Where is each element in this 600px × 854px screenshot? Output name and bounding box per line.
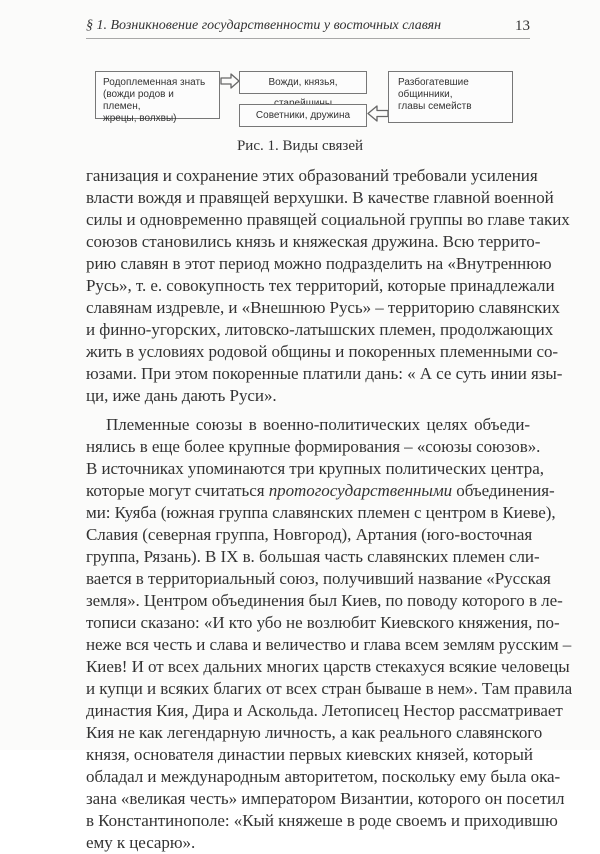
text-line: группа, Рязань). В IX в. большая часть славянских племен сли- (86, 547, 540, 566)
text-line: власти вождя и правящей верхушки. В качестве главной военной (86, 188, 554, 207)
left-arrow-icon (367, 105, 389, 122)
text-line: Племенные союзы в военно-политических целях объеди- (106, 415, 530, 434)
emphasized-term: протогосударственными (268, 481, 453, 500)
text-line: ему к цесарю». (86, 833, 196, 852)
text-line: Кия не как легендарную личность, а как реального славянского (86, 723, 543, 742)
text-line: юзами. При этом покоренные платили дань: « А се суть инии язы- (86, 364, 563, 383)
text-line-with-emphasis (86, 480, 555, 502)
text-line: князя, основателя династии первых киевских князей, который (86, 745, 533, 764)
tribal-nobility-box: Родоплеменная знать (вожди родов и племен, жрецы, волхвы) (95, 71, 220, 119)
text-line: ганизация и сохранение этих образований требовали усиления (86, 166, 538, 185)
leaders-box: Вожди, князья, (239, 71, 367, 94)
text-line: вается в территориальный союз, получивший название «Русская (86, 569, 551, 588)
chapter-title: § 1. Возникновение государственности у восточных славян (86, 18, 442, 33)
text-line: ми: Куяба (южная группа славянских племен с центром в Киеве), (86, 503, 556, 522)
text-line: тописи сказано: «И кто убо не возлюбит Киевского княжения, по- (86, 613, 560, 632)
text-line: обладал и международным авторитетом, поскольку ему была ока- (86, 767, 561, 786)
main-text (86, 165, 573, 854)
paragraph-spacing (86, 407, 530, 414)
text-line: Славия (северная группа, Новгород), Артания (юго-восточная (86, 525, 533, 544)
text-line: династия Кия, Дира и Аскольда. Летописец Нестор рассматривает (86, 701, 563, 720)
text-line: ци, иже дань дають Руси». (86, 386, 277, 405)
text-line: зана «великая честь» императором Византии, которого он посетил (86, 789, 565, 808)
right-arrow-icon (220, 73, 240, 89)
wealthy-members-box: Разбогатевшие общинники, главы семейств (388, 71, 513, 123)
figure-caption: Рис. 1. Виды связей (236, 138, 364, 154)
advisors-box: Советники, дружина (239, 104, 367, 127)
relations-diagram (0, 0, 600, 154)
text-line: земля». Центром объединения был Киев, по поводу которого в ле- (86, 591, 563, 610)
text-line: нялись в еще более крупные формирования – «союзы союзов». (86, 437, 541, 456)
text-line: славянам издревле, и «Внешнюю Русь» – территорию славянских (86, 298, 560, 317)
text-line: Русь», т. е. совокупность тех территорий, которые принадлежали (86, 276, 555, 295)
text-line: Киев! И от всех дальних многих царств стекахуся всякие человецы (86, 657, 570, 676)
text-line: и купци и всяких благих от всех стран бываше в нем». Там правила (86, 679, 573, 698)
text-line: и финно-угорских, литовско-латышских племен, продолжающих (86, 320, 554, 339)
text-line: жить в условиях родовой общины и покоренных племенными со- (86, 342, 559, 361)
text-line: союзов становились князь и княжеская дружина. Всю террито- (86, 232, 541, 251)
text-line: рию славян в этот период можно подразделить на «Внутреннюю (86, 254, 552, 273)
text-line: силы и одновременно правящей социальной группы во главе таких (86, 210, 570, 229)
text-line: в Константинополе: «Кый княжеше в роде своемъ и приходившю (86, 811, 558, 830)
text-fragment: которые могут считаться (86, 481, 269, 500)
text-line: неже вся честь и слава и величество и глава всем землям русским – (86, 635, 572, 654)
text-line: В источниках упоминаются три крупных политических центра, (86, 459, 544, 478)
text-fragment: объединения- (452, 481, 555, 500)
page-number: 13 (515, 18, 530, 34)
